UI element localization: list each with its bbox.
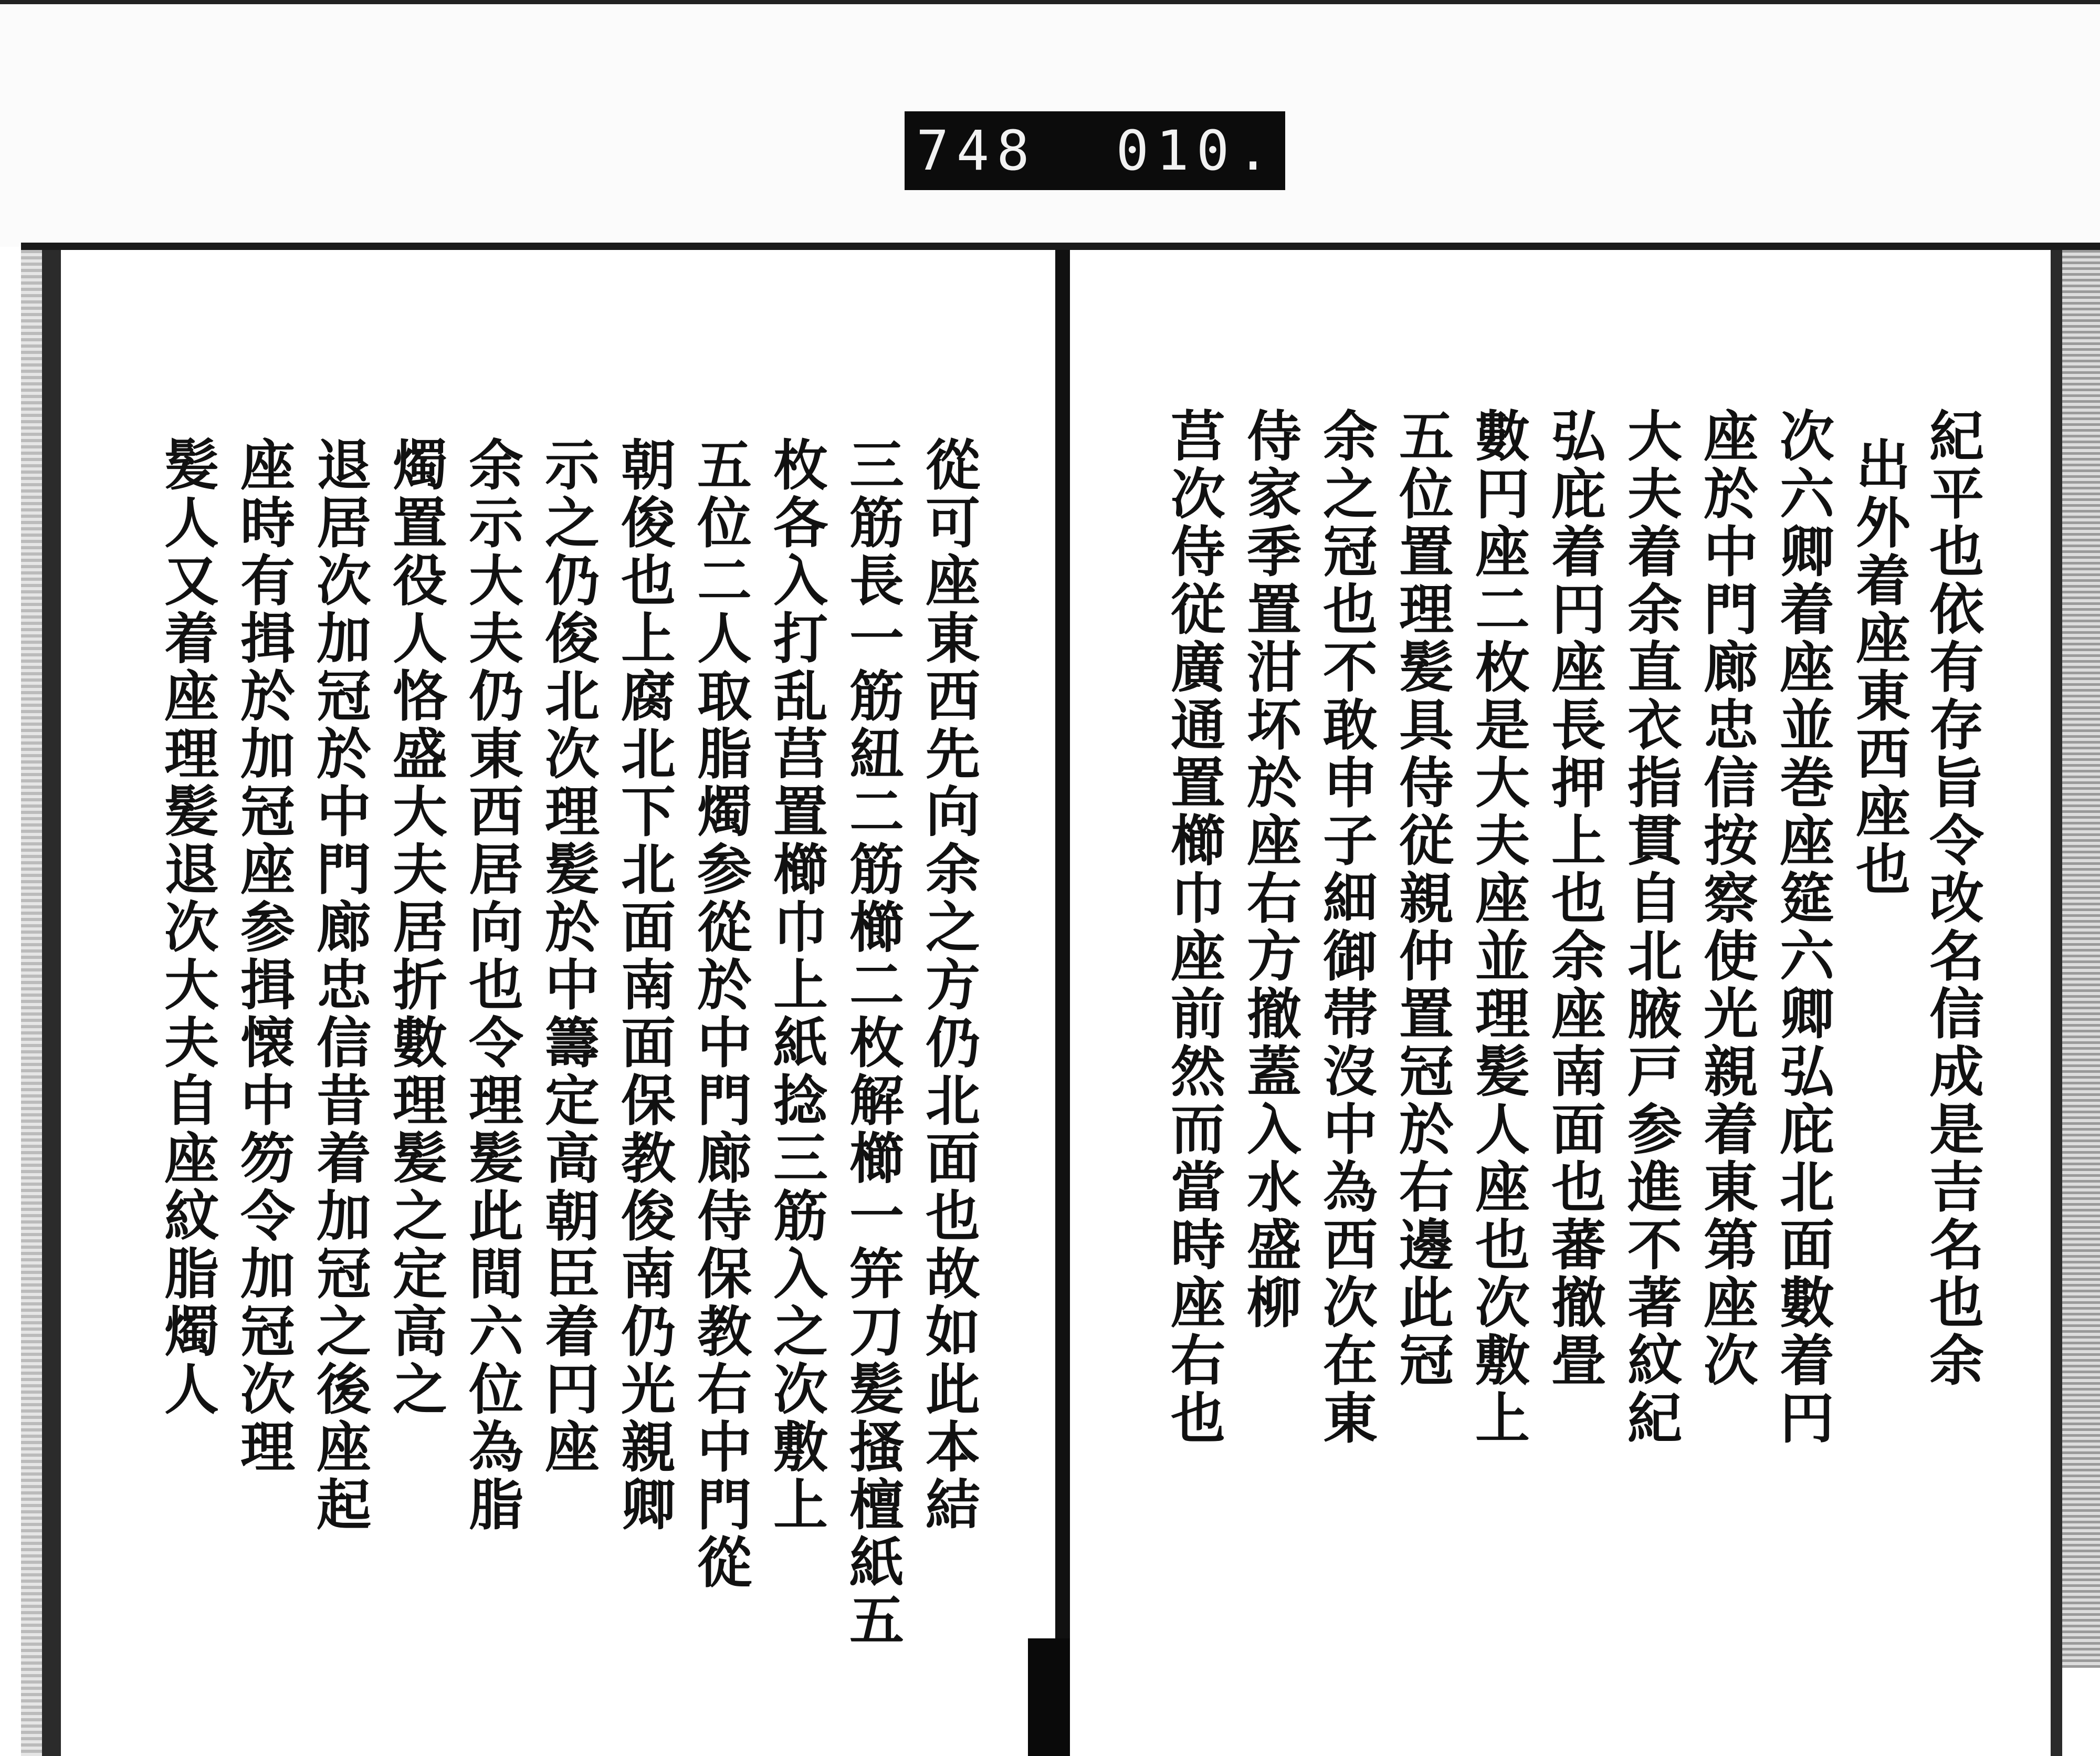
- left-page-column-5: 朝俊也上腐北下北面南面保教俊南仍光親卿: [612, 436, 676, 1534]
- book-gutter: [1055, 250, 1070, 1756]
- left-page-column-10: 座時有揖於加冠座参揖懐中笏令加冠次理: [231, 436, 296, 1476]
- right-page-column-9: 余之冠也不敢申子細御帯沒中為西次在東: [1314, 407, 1378, 1447]
- right-page-column-8: 五位置理髪具侍従親仲置冠於右邊此冠: [1390, 407, 1454, 1389]
- right-page: [1070, 250, 2062, 1756]
- right-page-column-7: 數円座二枚是大夫座並理髪人座也次敷上: [1466, 407, 1530, 1447]
- left-page-column-7: 余示大夫仍東西居向也令理髪此間六位為脂: [459, 436, 524, 1534]
- frame-number-left: 748: [916, 119, 1037, 183]
- left-page-edge: [21, 250, 42, 1756]
- right-page-column-4: 座於中門廊忠信按察使光親着東第座次: [1694, 407, 1759, 1389]
- right-page-column-1: 紀平也依有存旨令改名信成是吉名也余: [1920, 407, 1984, 1389]
- right-page-column-6: 弘庇着円座長押上也余座南面也蕃撤畳: [1542, 407, 1606, 1389]
- left-page-column-2: 三筋長一筋紐二筋櫛二枚解櫛一笄刀髪搔檀紙五: [840, 436, 905, 1649]
- frame-number-right: 010.: [1116, 119, 1277, 183]
- right-page-edge: [2062, 250, 2100, 1668]
- right-page-column-11: 莒次侍従廣通置櫛巾座前然而當時座右也: [1161, 407, 1226, 1447]
- book-top-shadow: [21, 243, 2100, 250]
- left-page-column-4: 五位二人取脂燭参從於中門廊侍保教右中門從: [688, 436, 752, 1592]
- right-page-column-3: 次六卿着座並巻座筵六卿弘庇北面數着円: [1770, 407, 1835, 1447]
- right-page-column-2: 出外着座東西座也: [1846, 436, 1911, 898]
- left-page-column-3: 枚各入打乱莒置櫛巾上紙捻三筋入之次敷上: [764, 436, 828, 1534]
- left-page-column-9: 退居次加冠於中門廊忠信昔着加冠之後座起: [307, 436, 372, 1534]
- right-page-column-10: 侍家季置泔坏於座右方撤蓋入水盛柳: [1237, 407, 1302, 1332]
- right-page-column-5: 大夫着余直衣指貫自北腋戸参進不著紋紀: [1618, 407, 1683, 1447]
- film-top-edge: [0, 0, 2100, 4]
- microfilm-frame-label: [905, 111, 1285, 190]
- left-page-column-8: 燭置役人恪盛大夫居折數理髪之定高之: [383, 436, 448, 1418]
- left-page: [42, 250, 1055, 1756]
- left-page-column-6: 示之仍俊北次理髪於中籌定高朝臣着円座: [536, 436, 600, 1476]
- left-page-column-1: 從可座東西先向余之方仍北面也故如此本結: [916, 436, 981, 1534]
- left-page-column-11: 髪人又着座理髪退次大夫自座紋脂燭人: [155, 436, 219, 1418]
